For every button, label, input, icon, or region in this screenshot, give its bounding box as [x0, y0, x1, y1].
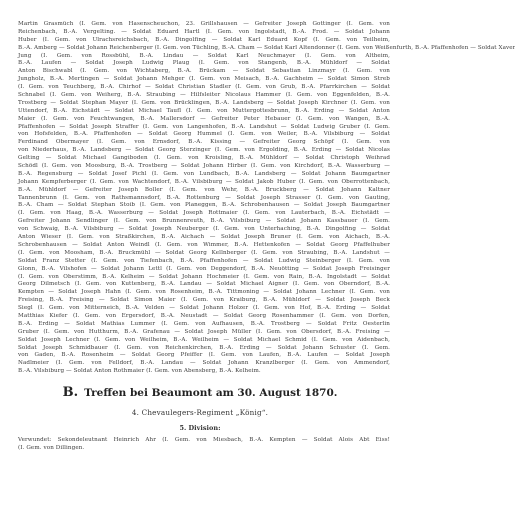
text-line: Gelting — Soldat Michael Gangiboden (I. Gem. von Kroisling, B.-A. Mühldorf — Soldat Christoph Weihrad	[18, 155, 390, 162]
text-line: Freising, B.-A. Freising — Soldat Simon Maier (I. Gem. von Kraiburg, B.-A. Mühldorf — Soldat Joseph Beck	[18, 297, 390, 304]
text-line: B.-A. Mühldorf — Gefreiter Joseph Boller (I. Gem. von Wehr, B.-A. Bruckberg — Soldat Johann Kaltner	[18, 186, 390, 193]
text-line: von Niederhaus, B.-A. Landsberg — Soldat Georg Sterzinger (I. Gem. von Ergolding, B.-A. Erding — Soldat Nicolas	[18, 147, 390, 154]
text-line: von Hofsfelden, B.-A. Pfaffenhofen — Soldat Georg Hummel (I. Gem. von Weiler, B.-A. Vilsbiburg — Soldat	[18, 131, 390, 138]
text-line: Siegl (I. Gem. von Mitterneich, B.-A. Velden — Soldat Johann Holzer (I. Gem. von Hof, B.-A. Erding — Soldat	[18, 305, 390, 312]
text-line: B.-A. Cham — Soldat Stephan Stoib (I. Gem. von Planeggen, B.-A. Schrobenhausen — Soldat Joseph Baumgartner	[18, 202, 390, 209]
text-line: (I. Gem. von Teuchberg, B.-A. Chirhof — Soldat Christian Stadler (I. Gem. von Grub, B.-A. Pfarrkirchen — Soldat	[18, 84, 390, 91]
text-line: Huber (I. Gem. von Ulrachsreichsbach, B.-A. Dingolfing — Soldat Karl Eduard Kopf (I. Gem. von Teilheim,	[18, 36, 390, 43]
text-line: Ferdinand Obermayer (I. Gem. von Ernsdorf, B.-A. Kissing — Gefreiter Georg Schöpf (I. Gem. von	[18, 139, 390, 146]
text-line: Gefreiter Johann Sendlinger (I. Gem. von Brunnenreuth, B.-A. Vilsbiburg — Soldat Johann Kassbauer (I. Gem.	[18, 218, 390, 225]
text-line: Pfaffenhofen — Soldat Joseph Straffer (I. Gem. von Langenhofen, B.-A. Landshut — Soldat Ludwig Gruber (I. Gem.	[18, 123, 390, 130]
text-line: B.-A. Erding — Soldat Mathias Lummer (I. Gem. von Aufhausen, B.-A. Trostberg — Soldat Fritz Oesterlin	[18, 320, 390, 327]
text-line: Schnabel (I. Gem. von Weiherg, B.-A. Straubing — Hilfsleiter Nicolaus Hammer (I. Gem. von Eggenfelden, B.-A.	[18, 92, 390, 99]
section-title-text: Treffen bei Beaumont am 30. August 1870.	[84, 387, 338, 399]
text-line: Soldat Joseph Schmidbauer (I. Gem. von Reichenkirchen, B.-A. Erding — Soldat Johann Schuster (I. Gem.	[18, 344, 390, 351]
text-line: Johann Kempferberger (I. Gem. von Wachtendorf, B.-A. Vilsbiburg — Soldat Jakob Huber (I. Gem. von Oberrottenbach,	[18, 178, 390, 185]
text-line: (I. Gem. von Oberstimm, B.-A. Kelheim — Soldat Johann Hochmeier (I. Gem. von Rain, B.-A. Ingolstadt — Soldat	[18, 273, 390, 280]
section-title	[0, 385, 400, 400]
text-line: Anton Bischwabl (I. Gem. von Wichtaberg, B.-A. Brückam — Soldat Sebastian Linzmayr (I. Gem. von	[18, 68, 390, 75]
text-line: Nadlmeier (I. Gem. von Felldorf, B.-A. Landau — Soldat Johann Kranzlberger (I. Gem. von Ammendorf,	[18, 360, 390, 367]
wounded-list-text	[18, 437, 390, 453]
text-line: B.-A. Regensburg — Soldat Josef Pichl (I. Gem. von Lundbach, B.-A. Landsberg — Soldat Johann Baumgartner	[18, 170, 390, 177]
text-line: Kempten — Soldat Joseph Hahn (I. Gem. von Rosenheim, B.-A. Tittmoning — Soldat Johann Lechner (I. Gem. von	[18, 289, 390, 296]
text-line: Anton Wieser (I. Gem. von Straßkirchen, B.-A. Aichach — Soldat Joseph Bruner (I. Gem. von Aichach, B.-A.	[18, 234, 390, 241]
text-line: B.-A. Vilsbiburg — Soldat Anton Rothmaier (I. Gem. von Abensberg, B.-A. Kelheim.	[18, 368, 261, 375]
text-line: Trostberg — Soldat Stephan Mayer (I. Gem. von Brücklingen, B.-A. Landsberg — Soldat Joseph Kirchner (I. Gem. von	[18, 99, 390, 106]
casualty-list-text	[18, 21, 515, 376]
text-line: Schrobenhausen — Soldat Anton Weindl (I. Gem. von Wimmer, B.-A. Hettenkofen — Soldat Georg Pfaffelhuber	[18, 241, 390, 248]
text-line: Soldat Franz Stetter (I. Gem. von Tiefenbach, B.-A. Pfaffenhofen — Soldat Ludwig Steinberger (I. Gem. von	[18, 257, 390, 264]
text-line: Martin Grasmüch (I. Gem. von Hasenscheuchon, 23. Grillshausen — Gefreiter Joseph Gottinger (I. Gem. von	[18, 21, 390, 27]
regiment-heading: 4. Chevaulegers-Regiment „König“.	[131, 408, 269, 417]
text-line: Uttendorf, B.-A. Eichstädt — Soldat Michael Taufl (I. Gem. von Muttergottesbrunn, B.-A. Erding — Soldat Anton	[18, 107, 390, 114]
text-line: Jungholz, B.-A. Mertingen — Soldat Johann Mehger (I. Gem. von Meisach, B.-A. Gachheim — Soldat Simon Streb	[18, 76, 390, 83]
section-title-lead: B.	[62, 385, 79, 400]
text-line: Reichenbach, B.-A. Vergelting. — Soldat Eduard Hartl (I. Gem. von Ingolstadt, B.-A. Frod. — Soldat Johann	[18, 28, 390, 35]
text-line: von Gaden, B.-A. Rosenheim — Soldat Georg Pfeiffer (I. Gem. von Laufen, B.-A. Laufen — Soldat Joseph	[18, 352, 390, 359]
text-line: Soldat Joseph Lechner (I. Gem. von Weilheim, B.-A. Weilheim — Soldat Michael Schmid (I. Gem. von Aidenbach,	[18, 336, 390, 343]
text-line: Verwundet: Sekondeleutnant Heinrich Ahr (I. Gem. von Miesbach, B.-A. Kempten — Soldat Alois Abt Eiss!	[18, 437, 390, 443]
text-line: Tannenbrunn (I. Gem. von Rathsmannsdorf, B.-A. Rottenburg — Soldat Joseph Strasser (I. Gem. von Gauting,	[18, 194, 390, 201]
text-line: (I. Gem. von Moosham, B.-A. Bruckmühl — Soldat Georg Kellnberger (I. Gem. von Straubing, B.-A. Landshut —	[18, 249, 390, 256]
text-line: Schödl (I. Gem. von Moosburg, B.-A. Trostberg — Soldat Johann Hirber (I. Gem. von Kirchdorf, B.-A. Wasserburg —	[18, 163, 390, 170]
text-line: Matthias Kiefer (I. Gem. von Ergersdorf, B.-A. Neustadt — Soldat Georg Rosenhammer (I. Gem. von Dorfen,	[18, 312, 390, 319]
division-heading: 5. Division:	[179, 424, 221, 432]
text-line: B.-A. Amberg — Soldat Johann Reichenberger (I. Gem. von Tüchling, B.-A. Cham — Soldat Karl Altendonner (I. Gem. von Weißenfurth, B.-A. Pfaffenhofen — Soldat Xaver	[18, 44, 515, 51]
text-line: Georg Dilmetsch (I. Gem. von Kuttenberg, B.-A. Landau — Soldat Michael Aigner (I. Gem. von Oberndorf, B.-A.	[18, 281, 390, 288]
text-line: (I. Gem. von Haag, B.-A. Wasserburg — Soldat Joseph Rottmaier (I. Gem. von Lauterbach, B.-A. Eichstädt —	[18, 210, 390, 217]
text-line: B.-A. Laufen — Soldat Joseph Ludwig Plaug (I. Gem. von Stangenb, B.-A. Mühldorf — Soldat	[18, 60, 390, 67]
text-line: von Schwaig, B.-A. Vilsbiburg — Soldat Joseph Neuberger (I. Gem. von Unterhaching, B.-A. Dingolfing — Soldat	[18, 226, 390, 233]
text-line: Glonn, B.-A. Vilshofen — Soldat Johann Lettl (I. Gem. von Deggendorf, B.-A. Neuötting — Soldat Joseph Freisinger	[18, 265, 390, 272]
text-line: Maier (I. Gem. von Feuchtwangen, B.-A. Mallersdorf — Gefreiter Peter Hebauer (I. Gem. von Wangen, B.-A.	[18, 115, 390, 122]
text-line: Gruber (I. Gem. von Hutthurm, B.-A. Grafenau — Soldat Joseph Müller (I. Gem. von Obersdorf, B.-A. Freising —	[18, 328, 390, 335]
text-line: Jung (I. Gem. von Rossbühl, B.-A. Lindau — Soldat Karl Neuchmayer (I. Gem. von Altheim,	[18, 52, 390, 59]
text-line: (I. Gem. von Dillingen.	[18, 444, 85, 451]
